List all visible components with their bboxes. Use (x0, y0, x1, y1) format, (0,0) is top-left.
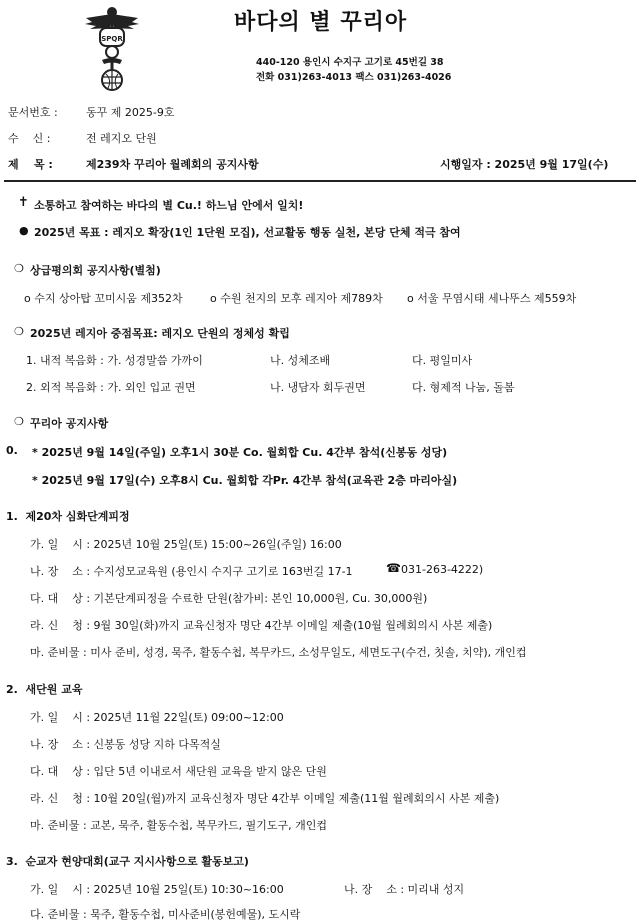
list-item: 2. 외적 복음화 : 가. 외인 입교 권면 (26, 381, 196, 394)
list-item: 나. 성체조배 (270, 354, 331, 367)
detail-line: 마. 준비물 : 미사 준비, 성경, 묵주, 활동수첩, 복무카드, 소성무일도, 세면도구(수건, 칫솔, 치약), 개인컵 (30, 646, 527, 659)
detail-line: 다. 준비물 : 묵주, 활동수첩, 미사준비(봉헌예물), 도시락 (30, 908, 301, 921)
list-item: o 수지 상아탑 꼬미시움 제352차 (24, 292, 183, 305)
page-title: 바다의 별 꾸리아 (234, 10, 408, 35)
issue-date: 시행일자 : 2025년 9월 17일(수) (440, 158, 609, 171)
detail-line: 라. 신 청 : 9월 30일(화)까지 교육신청자 명단 4간부 이메일 제출(10월 월례회의시 사본 제출) (30, 619, 493, 632)
detail-line: 가. 일 시 : 2025년 10월 25일(토) 15:00~26일(주일) 16:00 (30, 538, 342, 551)
cross-icon: ✝ (18, 195, 29, 210)
meeting-line: * 2025년 9월 14일(주일) 오후1시 30분 Co. 월회합 Cu. 4간부 참석(신봉동 성당) (32, 446, 448, 459)
ring-icon: ❍ (14, 415, 24, 428)
section-title: 꾸리아 공지사항 (30, 417, 109, 430)
list-item: o 수원 천지의 모후 레지아 제789차 (210, 292, 383, 305)
doc-no: 동꾸 제 2025-9호 (86, 106, 175, 119)
contact-line: 전화 031)263-4013 팩스 031)263-4026 (256, 72, 452, 83)
ring-icon: ❍ (14, 325, 24, 338)
item-title: 2. 새단원 교육 (6, 683, 83, 696)
phone-icon: ☎ (386, 561, 401, 575)
item-title: 1. 제20차 심화단계피정 (6, 510, 130, 523)
phone-number: 031-263-4222) (401, 563, 484, 576)
meeting-line: * 2025년 9월 17일(수) 오후8시 Cu. 월회합 각Pr. 4간부 참석(교육관 2층 마리아실) (32, 474, 458, 487)
header-divider (4, 180, 636, 182)
recipient-label: 수 신 : (8, 132, 51, 145)
detail-line: 다. 대 상 : 기본단계피정을 수료한 단원(참가비: 본인 10,000원, Cu. 30,000원) (30, 592, 428, 605)
subject-label: 제 목 : (8, 158, 53, 171)
slogan: 소통하고 참여하는 바다의 별 Cu.! 하느님 안에서 일치! (34, 199, 304, 212)
detail-line: 나. 장 소 : 수지성모교육원 (용인시 수지구 고기로 163번길 17-1 (30, 565, 353, 578)
detail-line: 마. 준비물 : 교본, 묵주, 활동수첩, 복무카드, 필기도구, 개인컵 (30, 819, 328, 832)
svg-text:SPQR: SPQR (101, 35, 123, 43)
subject: 제239차 꾸리아 월례회의 공지사항 (86, 158, 259, 171)
legion-logo (84, 4, 140, 92)
detail-line: 나. 장 소 : 신봉동 성당 지하 다목적실 (30, 738, 221, 751)
doc-no-label: 문서번호 : (8, 106, 58, 119)
detail-line: 다. 대 상 : 입단 5년 이내로서 새단원 교육을 받지 않은 단원 (30, 765, 327, 778)
ring-icon: ❍ (14, 262, 24, 275)
section-title: 2025년 레지아 중점목표: 레지오 단원의 정체성 확립 (30, 327, 290, 340)
drop-icon: ● (19, 224, 29, 237)
yearly-goal: 2025년 목표 : 레지오 확장(1인 1단원 모집), 선교활동 행동 실천, 본당 단체 적극 참여 (34, 226, 461, 239)
list-item: 다. 평일미사 (412, 354, 473, 367)
detail-line: 가. 일 시 : 2025년 11월 22일(토) 09:00~12:00 (30, 711, 284, 724)
detail-line: 라. 신 청 : 10월 20일(월)까지 교육신청자 명단 4간부 이메일 제출(11월 월례회의시 사본 제출) (30, 792, 500, 805)
list-item: 다. 형제적 나눔, 돌봄 (412, 381, 515, 394)
item-number: 0. (6, 444, 18, 457)
item-title: 3. 순교자 현양대회(교구 지시사항으로 활동보고) (6, 855, 249, 868)
list-item: 1. 내적 복음화 : 가. 성경말씀 가까이 (26, 354, 203, 367)
detail-line: 나. 장 소 : 미리내 성지 (344, 883, 465, 896)
recipient: 전 레지오 단원 (86, 132, 157, 145)
address-line: 440-120 용인시 수지구 고기로 45번길 38 (256, 57, 444, 68)
section-title: 상급평의회 공지사항(별첨) (30, 264, 161, 277)
list-item: o 서울 무염시태 세나뚜스 제559차 (407, 292, 577, 305)
list-item: 나. 냉담자 회두권면 (270, 381, 366, 394)
detail-line: 가. 일 시 : 2025년 10월 25일(토) 10:30~16:00 (30, 883, 284, 896)
